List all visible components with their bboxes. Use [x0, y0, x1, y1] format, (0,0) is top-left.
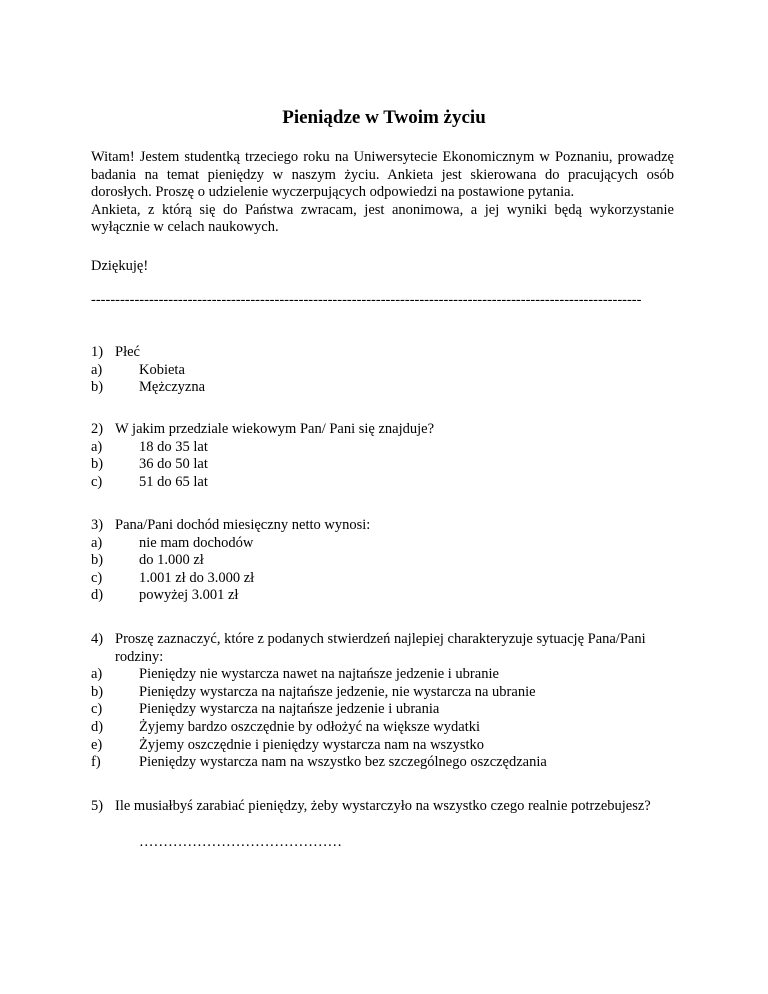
option-item[interactable] — [91, 666, 674, 684]
option-text: 51 do 65 lat — [139, 473, 208, 490]
option-letter: c) — [91, 569, 103, 586]
option-item[interactable] — [91, 552, 674, 570]
option-letter: a) — [91, 666, 103, 683]
option-text: Pieniędzy wystarcza na najtańsze jedzenie i ubrania — [139, 701, 440, 718]
question-number: 4) — [91, 631, 104, 647]
question-5 — [91, 798, 674, 851]
option-text: powyżej 3.001 zł — [139, 587, 239, 604]
option-item[interactable] — [91, 570, 674, 588]
answer-input-line[interactable]: …………………………………… — [139, 833, 342, 850]
option-letter: d) — [91, 718, 104, 735]
option-text: Pieniędzy nie wystarcza nawet na najtańsze jedzenie i ubranie — [139, 666, 499, 683]
option-item[interactable] — [91, 456, 674, 474]
option-item[interactable] — [91, 684, 674, 702]
question-2 — [91, 421, 674, 491]
question-3 — [91, 517, 674, 605]
option-text: do 1.000 zł — [139, 552, 204, 569]
option-item[interactable] — [91, 701, 674, 719]
option-letter: b) — [91, 552, 104, 569]
option-text: 18 do 35 lat — [139, 438, 208, 455]
option-item[interactable] — [91, 362, 674, 380]
separator-line: ------------------------------------------------------------------------------------------------------------------ — [91, 292, 642, 308]
intro-text — [91, 149, 674, 237]
question-text: W jakim przedziale wiekowym Pan/ Pani się znajduje? — [115, 421, 435, 437]
option-letter: b) — [91, 379, 104, 396]
option-letter: c) — [91, 473, 103, 490]
question-number: 3) — [91, 517, 104, 533]
option-text: Mężczyzna — [139, 379, 206, 396]
option-text: nie mam dochodów — [139, 534, 254, 551]
option-letter: d) — [91, 587, 104, 604]
question-1 — [91, 344, 674, 397]
question-text: Ile musiałbyś zarabiać pieniędzy, żeby wystarczyło na wszystko czego realnie potrzebujesz? — [115, 798, 651, 814]
option-item[interactable] — [91, 439, 674, 457]
option-text: Żyjemy bardzo oszczędnie by odłożyć na większe wydatki — [139, 718, 481, 735]
intro-paragraph-1: Witam! Jestem studentką trzeciego roku na Uniwersytecie Ekonomicznym w Poznaniu, prowadzę badania na temat pieniędzy w naszym życiu. Ankieta jest skierowana do pracujących osób dorosłych. Proszę o udzielenie wyczerpujących odpowiedzi na postawione pytania. — [91, 149, 674, 201]
option-text: Kobieta — [139, 361, 185, 378]
option-text: Pieniędzy wystarcza nam na wszystko bez szczególnego oszczędzania — [139, 754, 547, 771]
page-title: Pieniądze w Twoim życiu — [282, 107, 486, 128]
option-item[interactable] — [91, 535, 674, 553]
question-text: Pana/Pani dochód miesięczny netto wynosi: — [115, 517, 371, 533]
option-letter: b) — [91, 683, 104, 700]
intro-paragraph-2: Ankieta, z którą się do Państwa zwracam, jest anonimowa, a jej wyniki będą wykorzystanie wyłącznie w celach naukowych. — [91, 201, 674, 236]
option-letter: a) — [91, 361, 103, 378]
option-text: Pieniędzy wystarcza na najtańsze jedzenie, nie wystarcza na ubranie — [139, 683, 536, 700]
option-letter: b) — [91, 456, 104, 473]
thanks-text: Dziękuję! — [91, 258, 149, 274]
option-text: Żyjemy oszczędnie i pieniędzy wystarcza nam na wszystko — [139, 736, 485, 753]
option-letter: c) — [91, 701, 103, 718]
option-item[interactable] — [91, 737, 674, 755]
question-number: 2) — [91, 421, 104, 437]
option-letter: e) — [91, 736, 103, 753]
option-text: 36 do 50 lat — [139, 456, 208, 473]
option-text: 1.001 zł do 3.000 zł — [139, 569, 255, 586]
option-item[interactable] — [91, 754, 674, 772]
question-number: 5) — [91, 798, 104, 814]
option-item[interactable] — [91, 587, 674, 605]
question-text: Proszę zaznaczyć, które z podanych stwierdzeń najlepiej charakteryzuje sytuację Pana/Pani rodziny: — [115, 631, 646, 665]
option-item[interactable] — [91, 474, 674, 492]
option-item[interactable] — [91, 719, 674, 737]
option-letter: f) — [91, 754, 101, 771]
question-4 — [91, 631, 674, 772]
question-text: Płeć — [115, 344, 140, 360]
option-letter: a) — [91, 438, 103, 455]
option-item[interactable] — [91, 379, 674, 397]
option-letter: a) — [91, 534, 103, 551]
question-number: 1) — [91, 344, 104, 360]
